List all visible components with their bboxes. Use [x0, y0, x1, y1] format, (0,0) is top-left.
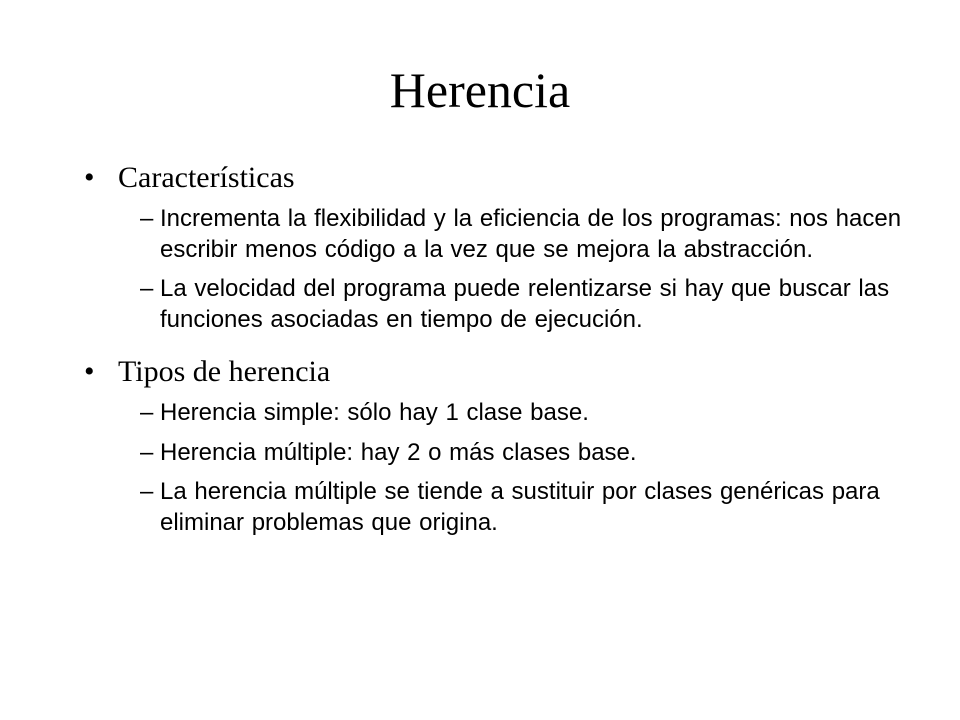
section-heading — [84, 350, 904, 394]
dash-icon: – — [140, 438, 154, 466]
dash-icon: – — [140, 478, 154, 505]
bullet-icon: • — [84, 355, 95, 388]
dash-icon: – — [140, 399, 154, 426]
section-heading-text: Tipos de herencia — [118, 355, 331, 388]
list-item — [84, 438, 904, 469]
dash-icon: – — [140, 205, 154, 232]
list-item-text: La velocidad del programa puede relentizarse si hay que buscar las funciones asociadas en tiempo de ejecución. — [160, 275, 890, 333]
bullet-icon: • — [84, 161, 95, 194]
list-item-text: Herencia simple: sólo hay 1 clase base. — [160, 399, 589, 426]
dash-icon: – — [140, 275, 154, 302]
list-item — [84, 398, 904, 429]
section-heading — [84, 156, 904, 200]
section-caracteristicas — [84, 156, 904, 335]
list-item-text: La herencia múltiple se tiende a sustituir por clases genéricas para eliminar problemas que origina. — [160, 478, 880, 536]
list-item — [84, 274, 904, 335]
list-item — [84, 204, 904, 265]
list-item-text: Herencia múltiple: hay 2 o más clases base. — [160, 438, 637, 466]
list-item — [84, 477, 904, 538]
section-heading-text: Características — [118, 161, 295, 194]
section-tipos-de-herencia — [84, 350, 904, 538]
list-item-text: Incrementa la flexibilidad y la eficiencia de los programas: nos hacen escribir menos código a la vez que se mejora la abstracción. — [160, 205, 902, 263]
slide-title: Herencia — [389, 62, 571, 118]
slide-content — [84, 156, 904, 553]
